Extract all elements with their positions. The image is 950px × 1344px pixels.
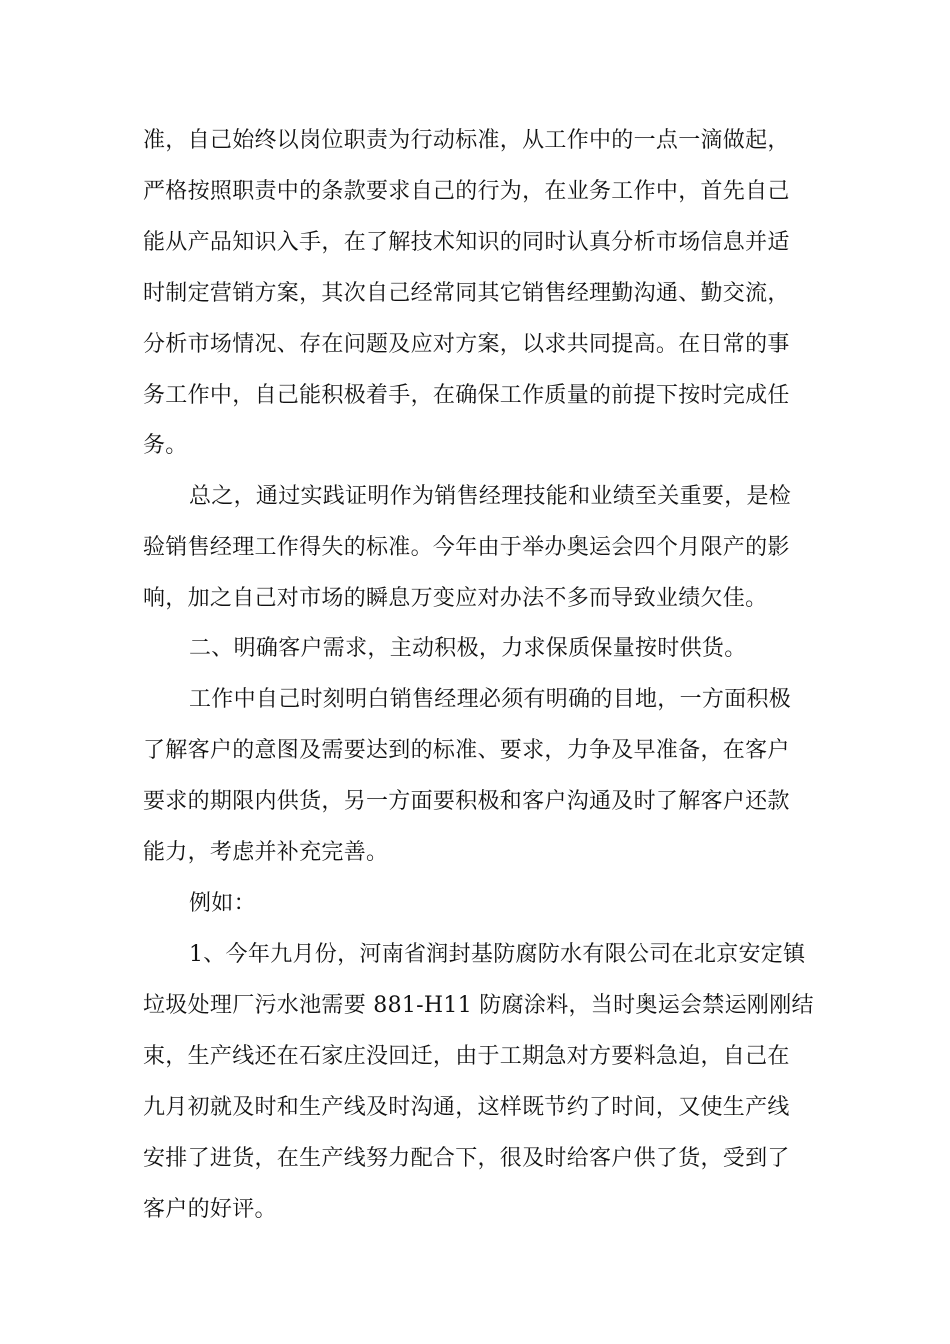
text-line: 验销售经理工作得失的标准。今年由于举办奥运会四个月限产的影: [143, 535, 790, 560]
text-line: 了解客户的意图及需要达到的标准、要求，力争及早准备，在客户: [143, 738, 790, 763]
text-line: 九月初就及时和生产线及时沟通，这样既节约了时间，又使生产线: [143, 1095, 790, 1120]
section-heading: 二、明确客户需求，主动积极，力求保质保量按时供货。: [189, 636, 747, 661]
text-line: 1、今年九月份，河南省润封基防腐防水有限公司在北京安定镇: [189, 942, 806, 967]
text-line: 束，生产线还在石家庄没回迁，由于工期急对方要料急迫，自己在: [143, 1044, 790, 1069]
text-line: 分析市场情况、存在问题及应对方案，以求共同提高。在日常的事: [143, 332, 790, 357]
text-line: 要求的期限内供货，另一方面要积极和客户沟通及时了解客户还款: [143, 789, 790, 814]
text-line: 客户的好评。: [143, 1197, 277, 1222]
text-line: 严格按照职责中的条款要求自己的行为，在业务工作中，首先自己: [143, 179, 790, 204]
text-line: 响，加之自己对市场的瞬息万变应对办法不多而导致业绩欠佳。: [143, 586, 768, 611]
text-line: 务。: [143, 433, 188, 458]
text-line: 务工作中，自己能积极着手，在确保工作质量的前提下按时完成任: [143, 383, 790, 408]
text-line: 安排了进货，在生产线努力配合下，很及时给客户供了货，受到了: [143, 1146, 790, 1171]
text-line: 例如：: [189, 891, 256, 916]
text-line: 工作中自己时刻明白销售经理必须有明确的目地，一方面积极: [189, 687, 792, 712]
text-line: 垃圾处理厂污水池需要 881-H11 防腐涂料，当时奥运会禁运刚刚结: [143, 993, 814, 1018]
text-line: 准，自己始终以岗位职责为行动标准，从工作中的一点一滴做起，: [143, 128, 790, 153]
text-line: 时制定营销方案，其次自己经常同其它销售经理勤沟通、勤交流，: [143, 281, 790, 306]
text-line: 能力，考虑并补充完善。: [143, 840, 389, 865]
text-line: 总之，通过实践证明作为销售经理技能和业绩至关重要，是检: [189, 484, 792, 509]
text-line: 能从产品知识入手，在了解技术知识的同时认真分析市场信息并适: [143, 230, 790, 255]
